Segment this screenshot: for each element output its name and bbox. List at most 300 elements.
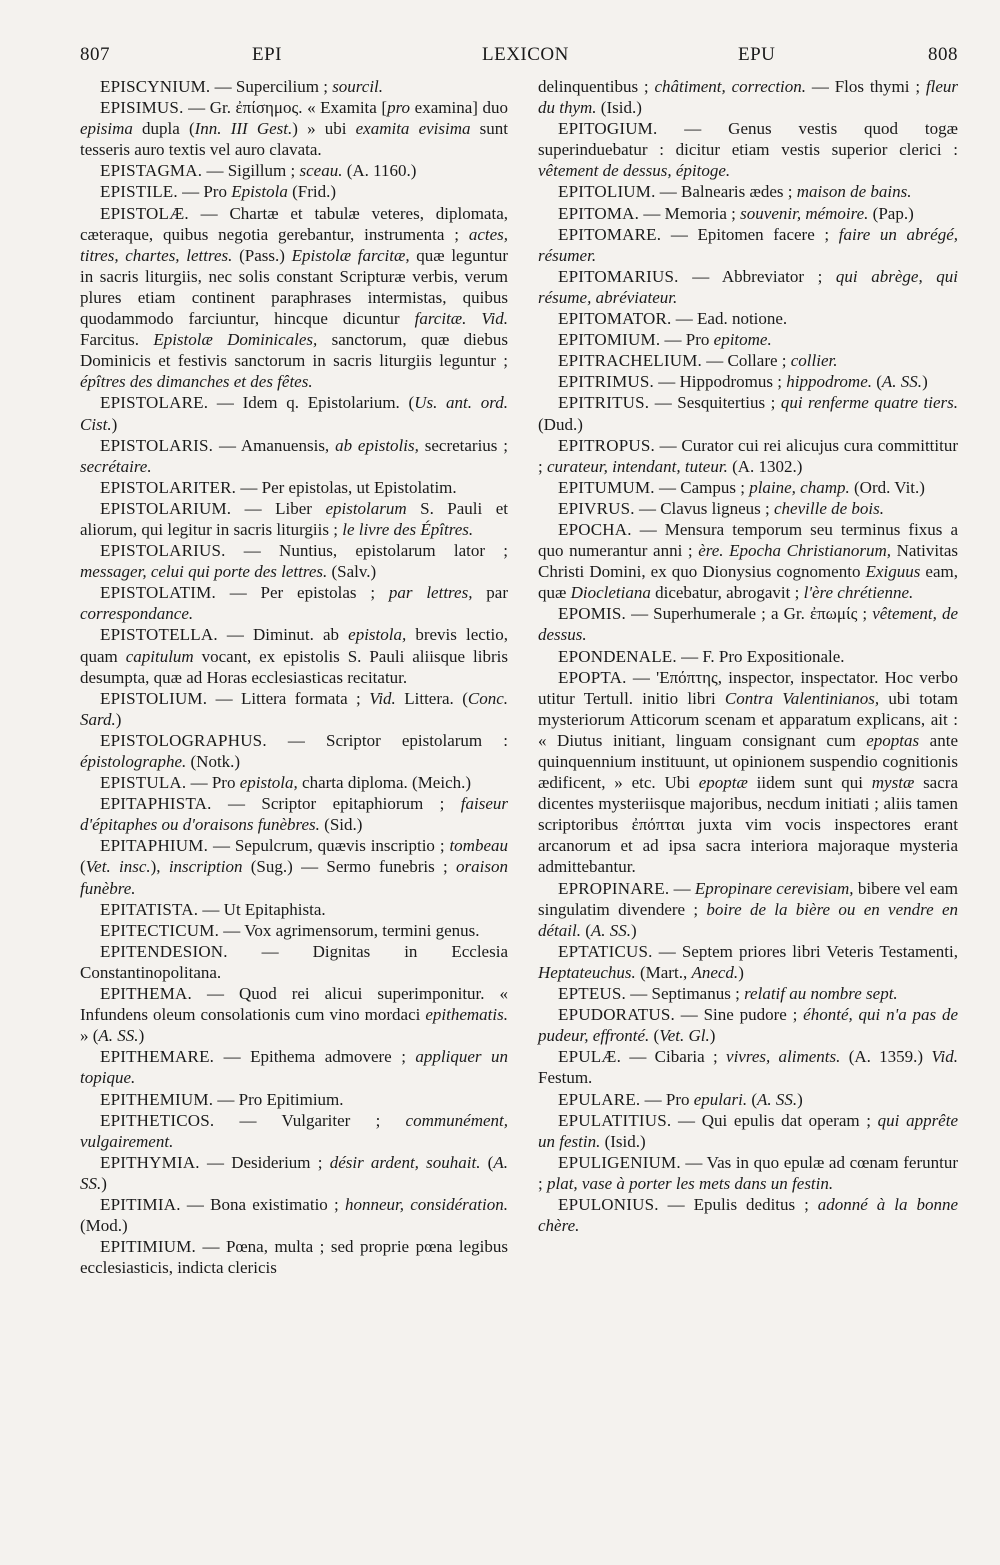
entry-text: ), <box>150 857 169 877</box>
entry-text: (Salv.) <box>327 562 377 582</box>
entry-text: (Pass.) <box>232 245 292 265</box>
entry-text: — Balnearis ædes ; <box>655 182 797 202</box>
italic-gloss: cheville de bois. <box>774 498 885 518</box>
italic-gloss: epulari. <box>693 1089 748 1109</box>
headword: EPONDENALE. <box>558 646 677 666</box>
dictionary-entry <box>538 76 958 118</box>
right-running-head: EPU <box>738 44 776 65</box>
italic-gloss: capitulum <box>125 646 194 666</box>
headword: EPISTOLATIM. <box>100 583 216 603</box>
italic-gloss: souvenir, mémoire. <box>740 203 869 223</box>
entry-text: — Sesquitertius ; <box>649 393 781 413</box>
entry-text: — Diminut. ab <box>217 625 349 645</box>
headword: EPISTOTELLA. <box>100 625 218 645</box>
dictionary-entry <box>538 983 958 1004</box>
headword: EPISTOLARITER. <box>100 477 237 497</box>
entry-text: — Gr. ἐπίσημος. « Examita [ <box>183 98 388 118</box>
entry-text: ( <box>480 1152 494 1172</box>
italic-gloss: faiseur d'épitaphes ou d'oraisons funèbres. <box>80 794 508 835</box>
entry-text: (Pap.) <box>868 203 914 223</box>
italic-gloss: epoptæ <box>698 773 748 793</box>
entry-text: — Flos thymi ; <box>806 77 926 96</box>
italic-gloss: mystæ <box>871 773 915 793</box>
entry-text: — Hippodromus ; <box>653 372 787 392</box>
entry-text: — Desiderium ; <box>199 1152 330 1172</box>
entry-text: dicebatur, abrogavit ; <box>650 583 804 603</box>
headword: EPITRACHELIUM. <box>558 351 702 371</box>
headword: EPITROPUS. <box>558 435 655 455</box>
entry-text: ) <box>111 414 118 434</box>
dictionary-entry <box>538 266 958 308</box>
italic-gloss: Vid. <box>931 1047 958 1067</box>
entry-text: ( <box>80 857 86 877</box>
italic-gloss: désir ardent, souhait. <box>329 1152 481 1172</box>
entry-text: — Vox agrimensorum, termini genus. <box>219 920 480 940</box>
entry-text: Festum. <box>538 1068 593 1088</box>
headword: EPITOMARE. <box>558 224 662 244</box>
italic-gloss: Epropinare cerevisiam, <box>694 878 854 898</box>
entry-text: — <box>669 878 695 898</box>
entry-text: S. Pauli et aliorum, qui legitur in sacris liturgiis ; <box>80 498 508 539</box>
dictionary-entry <box>80 181 508 202</box>
italic-gloss: ab epistolis, <box>335 435 419 455</box>
headword: EPITIMIUM. <box>100 1237 196 1257</box>
entry-text: delinquentibus ; <box>538 77 655 96</box>
headword: EPITOMATOR. <box>558 309 672 329</box>
dictionary-entry <box>538 435 958 477</box>
italic-gloss: actes, titres, chartes, lettres. <box>80 224 508 265</box>
italic-gloss: collier. <box>790 351 838 371</box>
entry-text: — Per epistolas, ut Epistolatim. <box>236 477 457 497</box>
entry-text: — Sepulcrum, quævis inscriptio ; <box>208 836 450 856</box>
entry-text: ( <box>649 1026 660 1046</box>
entry-text: ( <box>872 372 882 392</box>
italic-gloss: hippodrome. <box>786 372 872 392</box>
dictionary-entry <box>80 1089 508 1110</box>
headword: EPITRITUS. <box>558 393 650 413</box>
headword: EPITRIMUS. <box>558 372 654 392</box>
entry-text: — F. Pro Expositionale. <box>676 646 845 666</box>
italic-gloss: vivres, aliments. <box>726 1047 841 1067</box>
dictionary-entry <box>80 941 508 983</box>
italic-gloss: relatif au nombre sept. <box>744 984 898 1004</box>
entry-text: » ( <box>80 1026 99 1046</box>
italic-gloss: l'ère chrétienne. <box>803 583 914 603</box>
dictionary-entry <box>80 793 508 835</box>
headword: EPITOLIUM. <box>558 182 656 202</box>
headword: EPISTOLOGRAPHUS. <box>100 730 267 750</box>
italic-gloss: Vet. insc. <box>85 857 151 877</box>
dictionary-entry <box>80 624 508 687</box>
entry-text: examina] duo <box>410 98 508 118</box>
headword: EPISCYNIUM. <box>100 77 211 96</box>
entry-text: — Scriptor epistolarum : <box>266 730 508 750</box>
headword: EPOMIS. <box>558 604 626 624</box>
entry-text: ) <box>922 372 928 392</box>
italic-gloss: Epistola <box>231 182 288 202</box>
italic-gloss: epistolarum <box>325 498 407 518</box>
italic-gloss: Epistolæ Dominicales, <box>153 330 318 350</box>
entry-text: brevis lectio, quam <box>80 625 509 666</box>
headword: EPISTOLARIUS. <box>100 541 226 561</box>
italic-gloss: pro <box>387 98 411 118</box>
headword: EPTATICUS. <box>558 941 653 961</box>
italic-gloss: A. SS. <box>881 372 923 392</box>
headword: EPIVRUS. <box>558 498 635 518</box>
entry-text: ) <box>709 1026 716 1046</box>
italic-gloss: Diocletiana <box>570 583 651 603</box>
italic-gloss: qui apprête un festin. <box>538 1110 958 1151</box>
italic-gloss: tombeau <box>449 836 508 856</box>
dictionary-entry <box>80 76 508 97</box>
entry-text: — Collare ; <box>702 351 791 371</box>
entry-text: ) <box>138 1026 145 1046</box>
dictionary-entry <box>80 392 508 434</box>
dictionary-entry <box>80 477 508 498</box>
headword: EPITOMARIUS. <box>558 266 679 286</box>
dictionary-entry <box>538 646 958 667</box>
dictionary-entry <box>538 224 958 266</box>
italic-gloss: honneur, considération. <box>344 1194 508 1214</box>
italic-gloss: plaine, champ. <box>749 477 850 497</box>
entry-text: (Dud.) <box>538 414 583 434</box>
italic-gloss: messager, celui qui porte des lettres. <box>80 562 328 582</box>
headword: EPITOMIUM. <box>558 330 661 350</box>
headword: EPITIMIA. <box>100 1194 181 1214</box>
entry-text: — Curator cui rei alicujus cura committitur ; <box>538 435 958 476</box>
italic-gloss: correspondance. <box>80 604 194 624</box>
dictionary-entry <box>538 118 958 181</box>
entry-text: eam, quæ <box>538 562 958 603</box>
italic-gloss: episima <box>80 119 133 139</box>
italic-gloss: farcitæ. Vid. <box>414 309 508 329</box>
headword: EPITHETICOS. <box>100 1110 215 1130</box>
headword: EPISTOLARIS. <box>100 435 214 455</box>
entry-text: — Littera formata ; <box>207 688 370 708</box>
entry-text: (Frid.) <box>287 182 337 202</box>
entry-text: ( <box>580 920 591 940</box>
entry-text: dupla ( <box>132 119 195 139</box>
dictionary-entry <box>80 1236 508 1278</box>
dictionary-entry <box>80 899 508 920</box>
entry-text: — Vas in quo epulæ ad cœnam feruntur ; <box>538 1152 958 1193</box>
dictionary-entry <box>538 878 958 941</box>
italic-gloss: Anecd. <box>691 962 739 982</box>
entry-text: (Notk.) <box>186 752 241 771</box>
entry-text: — Qui epulis dat operam ; <box>671 1110 878 1130</box>
dictionary-entry <box>80 203 508 393</box>
entry-text: — Sine pudore ; <box>674 1005 804 1025</box>
italic-gloss: appliquer un topique. <box>80 1047 509 1088</box>
headword: EPITATISTA. <box>100 899 199 919</box>
italic-gloss: examita evisima <box>355 119 471 139</box>
entry-text: — Pro <box>640 1089 694 1109</box>
entry-text: — Memoria ; <box>639 203 741 223</box>
entry-text: — Nuntius, epistolarum lator ; <box>225 541 508 561</box>
italic-gloss: communément, vulgairement. <box>80 1110 508 1151</box>
entry-text: — Per epistolas ; <box>215 583 389 603</box>
italic-gloss: sourcil. <box>332 77 384 96</box>
dictionary-entry <box>80 688 508 730</box>
right-column <box>538 76 958 1236</box>
entry-text: — Ut Epitaphista. <box>198 899 326 919</box>
entry-text: — Genus vestis quod togæ superinduebatur : dicitur etiam vestis superior clerici : <box>538 119 958 160</box>
dictionary-entry <box>538 308 958 329</box>
dictionary-entry <box>80 1194 508 1236</box>
left-page-number: 807 <box>80 44 110 65</box>
dictionary-entry <box>80 835 508 898</box>
dictionary-entry <box>538 1194 958 1236</box>
italic-gloss: curateur, intendant, tuteur. <box>546 456 728 476</box>
entry-text: — Septimanus ; <box>626 984 745 1004</box>
headword: EPULARE. <box>558 1089 641 1109</box>
entry-text: — Campus ; <box>654 477 750 497</box>
entry-text: iidem sunt qui <box>747 773 872 793</box>
entry-text: — Septem priores libri Veteris Testamenti, <box>652 941 958 961</box>
italic-gloss: oraison funèbre. <box>80 857 508 898</box>
headword: EPISTOLARIUM. <box>100 498 232 518</box>
entry-text: (Mod.) <box>80 1216 128 1236</box>
entry-text: (A. 1302.) <box>727 456 803 476</box>
entry-text: — Pro Epitimium. <box>213 1089 344 1109</box>
entry-text: — Epulis deditus ; <box>658 1194 818 1214</box>
page-header <box>80 44 958 70</box>
headword: EPITENDESION. <box>100 941 228 961</box>
entry-text: — Sigillum ; <box>202 161 300 181</box>
italic-gloss: sceau. <box>299 161 343 181</box>
entry-text: — Amanuensis, <box>213 435 336 455</box>
headword: EPISTULA. <box>100 773 187 793</box>
italic-gloss: Heptateuchus. <box>538 962 636 982</box>
headword: EPULATITIUS. <box>558 1110 672 1130</box>
dictionary-entry <box>80 1152 508 1194</box>
headword: EPOPTA. <box>558 667 627 687</box>
entry-text: ) <box>101 1173 107 1193</box>
entry-text: — Liber <box>231 498 326 518</box>
italic-gloss: vêtement de dessus, épitoge. <box>538 161 731 181</box>
entry-text: Littera. ( <box>395 688 468 708</box>
entry-text: ubi totam mysteriorum Atticorum scenam et apparatum explicans, ait : « Diutus initiant, linguam consignant cum <box>538 688 958 750</box>
entry-text: — Vulgariter ; <box>214 1110 406 1130</box>
entry-text: par <box>472 583 508 603</box>
italic-gloss: qui renferme quatre tiers. <box>780 393 958 413</box>
entry-text: vocant, ex epistolis S. Pauli aliisque libris desumpta, quæ ad Horas ecclesiasticas recitatur. <box>80 646 508 687</box>
dictionary-entry <box>538 603 958 645</box>
dictionary-entry <box>80 582 508 624</box>
entry-text: — Ead. notione. <box>671 309 788 329</box>
entry-text: sunt tesseris auro textis vel auro clavata. <box>80 119 509 160</box>
headword: EPROPINARE. <box>558 878 670 898</box>
entry-text: — Chartæ et tabulæ veteres, diplomata, cæteraque, quibus negotia gerebantur, instrumenta ; <box>80 203 508 244</box>
italic-gloss: vêtement, de dessus. <box>538 604 958 645</box>
italic-gloss: Vid. <box>369 688 396 708</box>
entry-text: ) <box>797 1089 803 1109</box>
entry-text: — Clavus ligneus ; <box>634 498 775 518</box>
right-page-number: 808 <box>928 44 958 65</box>
italic-gloss: inscription <box>168 857 243 877</box>
entry-text: bibere vel eam singulatim divendere ; <box>538 878 958 919</box>
entry-text: — Epithema admovere ; <box>214 1047 416 1067</box>
headword: EPISTOLIUM. <box>100 688 208 708</box>
entry-text: (Sid.) <box>319 815 363 835</box>
entry-text: charta diploma. (Meich.) <box>297 773 472 793</box>
dictionary-entry <box>80 983 508 1046</box>
headword: EPITECTICUM. <box>100 920 220 940</box>
entry-text: sacra dicentes mysteriisque majoribus, necdum initiati ; aliis tamen scriptoribus ἐπόπται juxta vim vocis inspectores erant arcanorum et ad ipsa sacra interiora majoraque mysteria admittebantur. <box>538 773 958 877</box>
italic-gloss: ère. Epocha Christianorum, <box>698 541 892 561</box>
italic-gloss: epistola, <box>239 773 298 793</box>
entry-text: Nativitas Christi Domini, ex quo Dionysius cognomento <box>538 541 958 582</box>
dictionary-entry <box>538 350 958 371</box>
dictionary-entry <box>80 498 508 540</box>
entry-text: secretarius ; <box>418 435 509 455</box>
entry-text: ante quinquennium instituunt, ut opinionem suspendio cognitionis ædificent, » etc. Ubi <box>538 730 958 793</box>
dictionary-entry <box>80 772 508 793</box>
italic-gloss: A. SS. <box>590 920 632 940</box>
dictionary-entry <box>538 519 958 603</box>
italic-gloss: qui abrège, qui résume, abréviateur. <box>538 266 959 307</box>
dictionary-entry <box>80 435 508 477</box>
dictionary-entry <box>538 498 958 519</box>
italic-gloss: Contra Valentinianos, <box>724 688 880 708</box>
dictionary-entry <box>80 97 508 160</box>
entry-text: — Superhumerale ; a Gr. ἐπωμίς ; <box>626 604 873 624</box>
headword: EPISTOLÆ. <box>100 203 189 223</box>
italic-gloss: A. SS. <box>757 1089 798 1109</box>
italic-gloss: fleur du thym. <box>538 77 958 118</box>
headword: EPITUMUM. <box>558 477 655 497</box>
entry-text: ) <box>738 962 744 982</box>
entry-text: — Cibaria ; <box>621 1047 727 1067</box>
dictionary-entry <box>538 1046 958 1088</box>
italic-gloss: Exiguus <box>865 562 921 582</box>
dictionary-entry <box>538 392 958 434</box>
entry-text: ) <box>631 920 637 940</box>
headword: EPISTAGMA. <box>100 161 203 181</box>
italic-gloss: A. SS. <box>80 1152 508 1193</box>
entry-text: — Quod rei alicui superimponitur. « Infundens oleum consolationis cum vino mordaci <box>80 984 508 1025</box>
headword: EPULÆ. <box>558 1047 622 1067</box>
entry-text: — Idem q. Epistolarium. ( <box>208 393 415 413</box>
headword: EPISTOLARE. <box>100 393 209 413</box>
headword: EPOCHA. <box>558 519 632 539</box>
entry-text: sanctorum, quæ diebus Dominicis et festivis sanctorum in sacris liturgiis leguntur ; <box>80 330 508 371</box>
entry-text: (Isid.) <box>600 1131 646 1151</box>
dictionary-entry <box>80 540 508 582</box>
entry-text: — Dignitas in Ecclesia Constantinopolitana. <box>80 941 508 982</box>
dictionary-entry <box>538 203 958 224</box>
entry-text: quæ leguntur in sacris liturgiis, nec solis constant Scripturæ verbis, verum plures etiam continent paraphrases intermistas, quibus quodammodo farciuntur, hincque dicuntur <box>80 245 508 329</box>
entry-text: — Mensura temporum seu terminus fixus a quo numerantur anni ; <box>538 519 958 561</box>
italic-gloss: épistolographe. <box>80 752 187 771</box>
entry-text: (A. 1160.) <box>342 161 417 181</box>
entry-text: ( <box>747 1089 758 1109</box>
dictionary-entry <box>80 1046 508 1088</box>
dictionary-entry <box>80 1110 508 1152</box>
dictionary-entry <box>538 941 958 983</box>
entry-text: (A. 1359.) <box>840 1047 932 1067</box>
italic-gloss: epistola, <box>348 625 407 645</box>
entry-text: ) » ubi <box>292 119 356 139</box>
italic-gloss: épîtres des dimanches et des fêtes. <box>80 372 313 392</box>
headword: EPITOGIUM. <box>558 119 658 139</box>
headword: EPITAPHISTA. <box>100 794 212 814</box>
entry-text: — Scriptor epitaphiorum ; <box>211 794 461 814</box>
dictionary-entry <box>538 1152 958 1194</box>
headword: EPITHEMIUM. <box>100 1089 214 1109</box>
entry-text: — Supercilium ; <box>210 77 333 96</box>
italic-gloss: Vet. Gl. <box>659 1026 710 1046</box>
entry-text: (Mart., <box>635 962 692 982</box>
entry-text: — Abbreviator ; <box>678 266 836 286</box>
left-column <box>80 76 508 1278</box>
italic-gloss: epitome. <box>713 330 772 350</box>
headword: EPITHEMA. <box>100 984 192 1004</box>
italic-gloss: éhonté, qui n'a pas de pudeur, effronté. <box>538 1005 958 1046</box>
italic-gloss: châtiment, correction. <box>654 77 807 96</box>
italic-gloss: secrétaire. <box>80 456 152 476</box>
dictionary-entry <box>538 181 958 202</box>
headword: EPULONIUS. <box>558 1194 659 1214</box>
headword: EPTEUS. <box>558 984 626 1004</box>
entry-text: Farcitus. <box>80 330 154 350</box>
entry-text: (Ord. Vit.) <box>849 477 925 497</box>
entry-text: (Isid.) <box>596 98 642 118</box>
dictionary-entry <box>538 477 958 498</box>
entry-text: — Pro <box>660 330 714 350</box>
dictionary-entry <box>538 329 958 350</box>
italic-gloss: Inn. III Gest. <box>194 119 293 139</box>
italic-gloss: A. SS. <box>98 1026 139 1046</box>
italic-gloss: faire un abrégé, résumer. <box>538 224 959 265</box>
dictionary-entry <box>80 160 508 181</box>
dictionary-entry <box>80 920 508 941</box>
entry-text: ) <box>115 709 122 729</box>
headword: EPISIMUS. <box>100 98 184 118</box>
entry-text: — Epitomen facere ; <box>661 224 839 244</box>
dictionary-entry <box>538 371 958 392</box>
dictionary-entry <box>538 1004 958 1046</box>
center-running-head: LEXICON <box>482 44 569 65</box>
entry-text: — Pro <box>177 182 232 202</box>
italic-gloss: epoptas <box>866 730 920 750</box>
italic-gloss: le livre des Épîtres. <box>342 519 474 539</box>
entry-text: (Sug.) — Sermo funebris ; <box>242 857 457 877</box>
italic-gloss: Epistolæ farcitæ, <box>291 245 410 265</box>
italic-gloss: par lettres, <box>388 583 473 603</box>
dictionary-entry <box>538 1089 958 1110</box>
dictionary-entry <box>538 667 958 878</box>
headword: EPUDORATUS. <box>558 1005 675 1025</box>
entry-text: — 'Επόπτης, inspector, inspectator. Hoc verbo utitur Tertull. initio libri <box>538 667 958 708</box>
italic-gloss: Us. ant. ord. Cist. <box>80 393 508 434</box>
italic-gloss: epithematis. <box>425 1005 508 1025</box>
headword: EPULIGENIUM. <box>558 1152 681 1172</box>
italic-gloss: boire de la bière ou en vendre en détail. <box>538 899 958 940</box>
entry-text: — Bona existimatio ; <box>180 1194 345 1214</box>
headword: EPITHYMIA. <box>100 1152 200 1172</box>
entry-text: — Pro <box>186 773 240 793</box>
italic-gloss: plat, vase à porter les mets dans un festin. <box>546 1173 834 1193</box>
dictionary-entry <box>538 1110 958 1152</box>
italic-gloss: Conc. Sard. <box>80 688 509 729</box>
dictionary-entry <box>80 730 508 772</box>
headword: EPISTILE. <box>100 182 178 202</box>
italic-gloss: maison de bains. <box>796 182 912 202</box>
left-running-head: EPI <box>252 44 282 65</box>
headword: EPITHEMARE. <box>100 1047 215 1067</box>
headword: EPITOMA. <box>558 203 640 223</box>
